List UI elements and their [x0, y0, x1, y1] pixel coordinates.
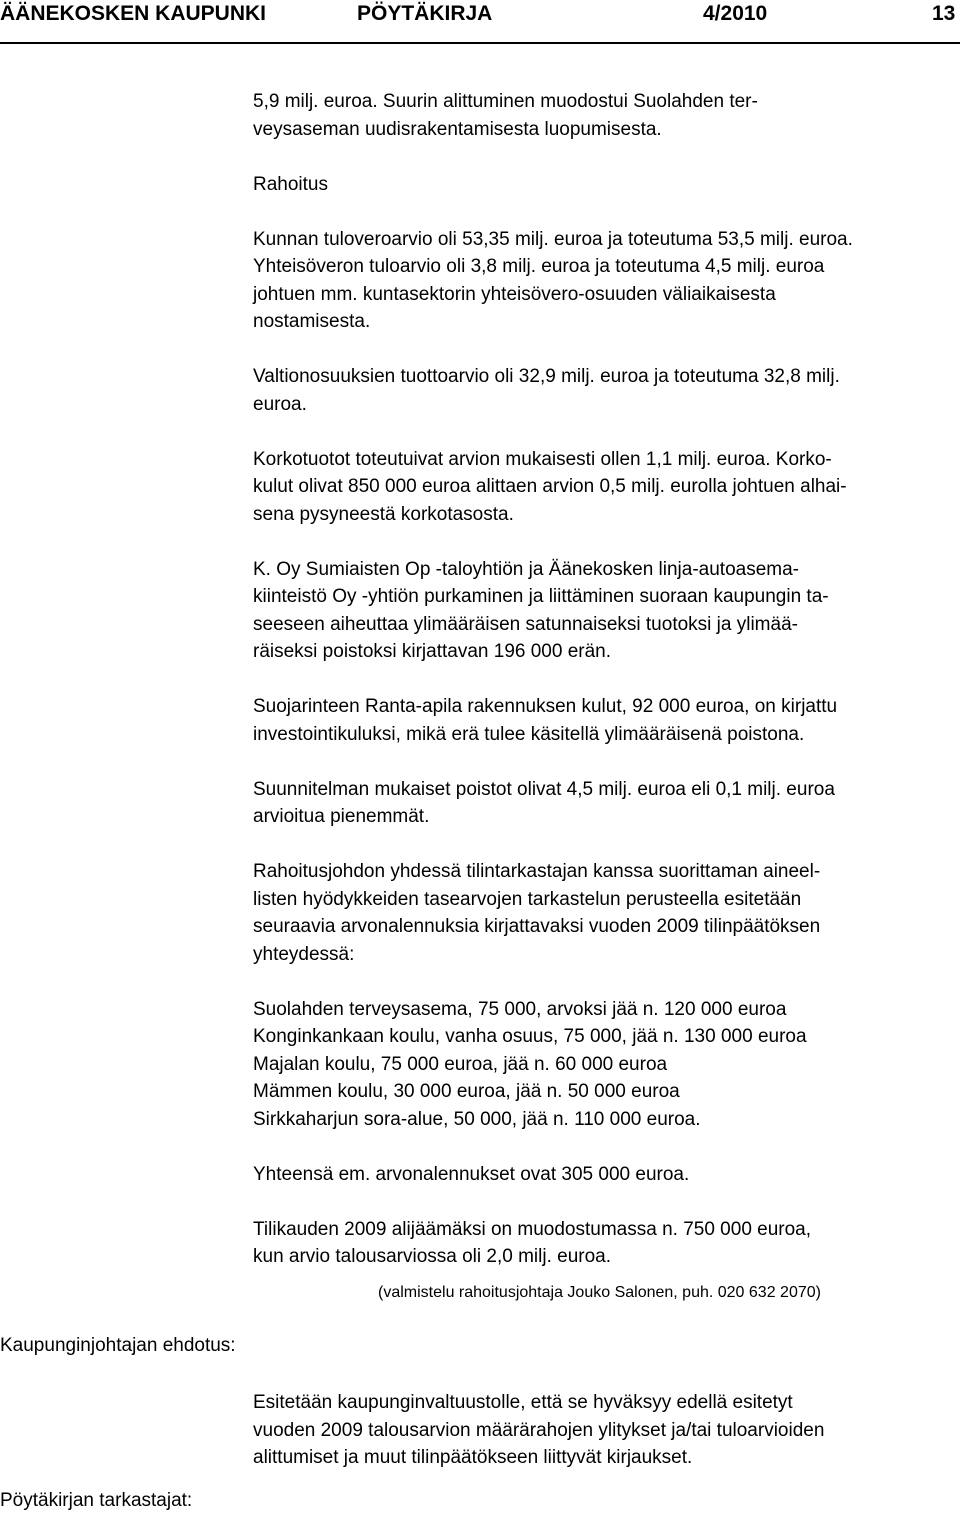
proposal-text: Esitetään kaupunginvaltuustolle, että se hyväksyy edellä esitetyt vuoden 2009 talousarvion määrärahojen ylitykset ja/tai tuloarvioiden alittumiset ja muut tilinpäätökseen liittyvät kirjaukset. [253, 1392, 825, 1468]
paragraph-total-write-downs: Yhteensä em. arvonalennukset ovat 305 000 euroa. [253, 1163, 690, 1185]
paragraph-deficit: Tilikauden 2009 alijäämäksi on muodostumassa n. 750 000 euroa, kun arvio talousarviossa oli 2,0 milj. euroa. [253, 1218, 812, 1267]
organization-name: ÄÄNEKOSKEN KAUPUNKI [0, 2, 267, 25]
paragraph-ranta-apila: Suojarinteen Ranta-apila rakennuksen kulut, 92 000 euroa, on kirjattu investointikuluksi, mikä erä tulee käsitellä ylimääräisenä poistona. [253, 696, 838, 745]
list-item: Konginkankaan koulu, vanha osuus, 75 000, jää n. 130 000 euroa [253, 1026, 807, 1047]
reviewers-label: Pöytäkirjan tarkastajat: [0, 1490, 193, 1511]
paragraph-budget-underrun: 5,9 milj. euroa. Suurin alittuminen muodostui Suolahden ter- veysaseman uudisrakentamisesta luopumisesta. [253, 91, 758, 140]
list-item: Sirkkaharjun sora-alue, 50 000, jää n. 110 000 euroa. [253, 1108, 701, 1130]
document-body [253, 88, 953, 1271]
preparer-note: (valmistelu rahoitusjohtaja Jouko Salonen, puh. 020 632 2070) [378, 1284, 821, 1301]
page-number: 13 [932, 2, 956, 25]
list-item: Suolahden terveysasema, 75 000, arvoksi jää n. 120 000 euroa [253, 998, 787, 1020]
document-type: PÖYTÄKIRJA [357, 2, 493, 25]
list-item: Majalan koulu, 75 000 euroa, jää n. 60 000 euroa [253, 1053, 668, 1075]
section-heading-rahoitus: Rahoitus [253, 173, 328, 195]
paragraph-interest: Korkotuotot toteutuivat arvion mukaisesti ollen 1,1 milj. euroa. Korko- kulut olivat 850 000 euroa alittaen arvion 0,5 milj. eurolla johtuen alhai- sena pysyneestä korkotasosta. [253, 448, 847, 525]
header-divider [0, 42, 960, 44]
paragraph-write-down-intro: Rahoitusjohdon yhdessä tilintarkastajan kanssa suorittaman aineel- listen hyödykkeiden tasearvojen tarkastelun perusteella esitetään seuraavia arvonalennuksia kirjattavaksi vuoden 2009 tilinpäätöksen yhteydessä: [253, 861, 821, 965]
document-number: 4/2010 [703, 2, 768, 25]
paragraph-company-merger: K. Oy Sumiaisten Op -taloyhtiön ja Äänekosken linja-autoasema- kiinteistö Oy -yhtiön purkaminen ja liittäminen suoraan kaupungin ta- seeseen aiheuttaa ylimääräisen satunnaiseksi tuotoksi ja ylimää- räiseksi poistoksi kirjattavan 196 000 erän. [253, 558, 829, 662]
list-item: Mämmen koulu, 30 000 euroa, jää n. 50 000 euroa [253, 1081, 680, 1102]
paragraph-tax-revenue: Kunnan tuloveroarvio oli 53,35 milj. euroa ja toteutuma 53,5 milj. euroa. Yhteisöveron tuloarvio oli 3,8 milj. euroa ja toteutuma 4,5 milj. euroa johtuen mm. kuntasektorin yhteisövero-osuuden väliaikaisesta nostamisesta. [253, 228, 853, 332]
paragraph-depreciation: Suunnitelman mukaiset poistot olivat 4,5 milj. euroa eli 0,1 milj. euroa arvioitua pienemmät. [253, 778, 835, 827]
write-down-list [253, 996, 953, 1134]
paragraph-state-grants: Valtionosuuksien tuottoarvio oli 32,9 milj. euroa ja toteutuma 32,8 milj. euroa. [253, 366, 840, 415]
proposal-section [253, 1389, 953, 1472]
proposal-label: Kaupunginjohtajan ehdotus: [0, 1335, 236, 1356]
